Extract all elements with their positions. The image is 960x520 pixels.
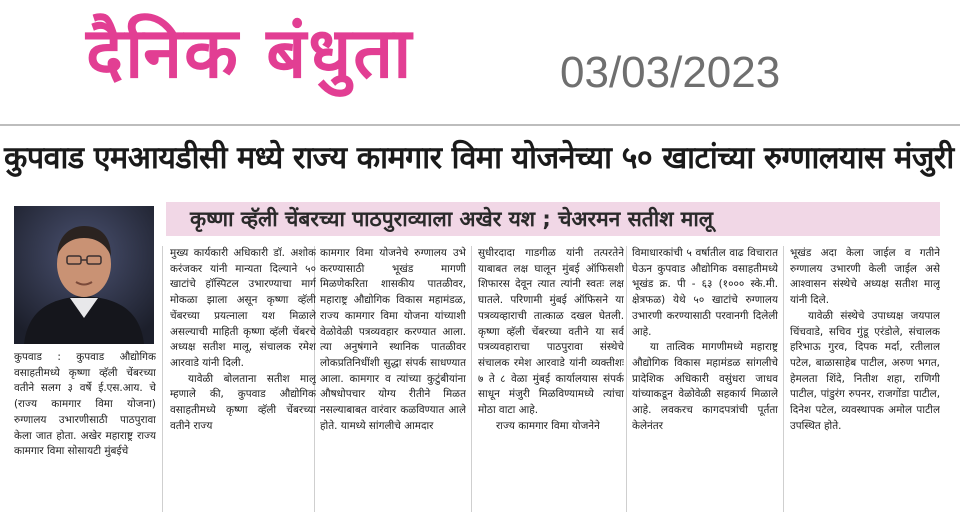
paragraph: यावेळी बोलताना सतीश मालू म्हणाले की, कुपवाड औद्योगिक वसाहतीमध्ये कृष्णा व्हॅली चेंबरच्या वतीने राज्य xyxy=(170,372,316,432)
newspaper-name: दैनिक बंधुता xyxy=(86,12,414,94)
article-column-6 xyxy=(790,246,940,434)
column-divider xyxy=(626,246,627,512)
publication-date: 03/03/2023 xyxy=(560,48,781,97)
article-column-2 xyxy=(170,246,316,434)
paragraph: मुख्य कार्यकारी अधिकारी डॉ. अशोक करंजकर यांनी मान्यता दिल्याने ५० खाटांचे हॉस्पिटल उभारण्याचा मार्ग मोकळा झाला असून कृष्णा व्हॅली चेंबरच्या प्रयत्नाला यश मिळाले असल्याची माहिती कृष्णा व्हॅली चेंबरचे अध्यक्ष सतीश मालू, संचालक रमेश आरवाडे यांनी दिली. xyxy=(170,247,316,369)
article-column-5 xyxy=(632,246,778,434)
divider xyxy=(0,124,960,126)
column-divider xyxy=(471,246,472,512)
article-column-1 xyxy=(14,350,156,460)
article-column-3 xyxy=(320,246,466,434)
masthead xyxy=(0,0,960,118)
column-divider xyxy=(783,246,784,512)
paragraph: कुपवाड : कुपवाड औद्योगिक वसाहतीमध्ये कृष्णा व्हॅली चेंबरच्या वतीने सलग ३ वर्षे ई.एस.आय. चे (राज्य कामगार विमा योजना) रुग्णालय उभारणीसाठी पाठपुरावा केला जात होता. अखेर महाराष्ट्र राज्य कामगार विमा सोसायटी मुंबईचे xyxy=(14,351,156,458)
portrait-photo xyxy=(14,206,154,344)
paragraph: या तात्विक मागणीमध्ये महाराष्ट्र औद्योगिक विकास महामंडळ सांगलीचे प्रादेशिक अधिकारी वसुंधरा जाधव यांच्याकडून वेळोवेळी सहकार्य मिळाले आहे. लवकरच कागदपत्रांची पूर्तता केलेनंतर xyxy=(632,341,778,432)
article-headline: कुपवाड एमआयडीसी मध्ये राज्य कामगार विमा योजनेच्या ५० खाटांच्या रुग्णालयास मंजुरी xyxy=(4,140,954,176)
paragraph: यावेळी संस्थेचे उपाध्यक्ष जयपाल चिंचवाडे, सचिव गुंडू एरंडोले, संचालक हरिभाऊ गुरव, दिपक मर्दा, रतीलाल पटेल, बाळासाहेब पाटील, अरुण भगत, हेमलता शिंदे, नितीश शहा, राणिगी पाटील, पांडुरंग रुपनर, राजगोंडा पाटील, दिनेश पटेल, व्यवस्थापक अमोल पाटील उपस्थित होते. xyxy=(790,309,940,432)
article-column-4 xyxy=(478,246,624,434)
paragraph: राज्य कामगार विमा योजनेने xyxy=(496,419,600,432)
paragraph: कामगार विमा योजनेचे रुग्णालय उभे करण्यासाठी भूखंड मागणी मिळणेकरिता शासकीय पातळीवर, महाराष्ट्र औद्योगिक विकास महामंडळ, राज्य कामगार विमा योजना यांच्याशी वेळोवेळी पत्रव्यवहार करण्यात आला. त्या अनुषंगाने स्थानिक पातळीवर लोकप्रतिनिधींशी सुद्धा संपर्क साधण्यात आला. कामगार व त्यांच्या कुटुंबीयांना औषधोपचार योग्य रीतीने मिळत नसल्याबाबत वारंवार कळविण्यात आले होते. यामध्ये सांगलीचे आमदार xyxy=(320,247,466,432)
paragraph: विमाधारकांची ५ वर्षातील वाढ विचारात घेऊन कुपवाड औद्योगिक वसाहतीमध्ये भूखंड क्र. पी - ६३ (१००० स्के.मी. क्षेत्रफळ) येथे ५० खाटांचे रुग्णालय उभारणी करण्यासाठी परवानगी दिलेली आहे. xyxy=(632,247,778,338)
portrait-icon xyxy=(14,206,154,344)
column-divider xyxy=(162,246,163,512)
article-subheadline: कृष्णा व्हॅली चेंबरच्या पाठपुराव्याला अखेर यश ; चेअरमन सतीश मालू xyxy=(190,207,714,231)
paragraph: भूखंड अदा केला जाईल व गतीने रुग्णालय उभारणी केली जाईल असे आश्वासन संस्थेचे अध्यक्ष सतीश मालू यांनी दिले. xyxy=(790,247,940,307)
paragraph: सुधीरदादा गाडगीळ यांनी तत्परतेने याबाबत लक्ष घालून मुंबई ऑफिसशी शिफारस देवून त्यात त्यांनी स्वतः लक्ष घातले. परिणामी मुंबई ऑफिसने या पत्रव्यव्हाराची तात्काळ दखल घेतली. कृष्णा व्हॅली चेंबरच्या वतीने या सर्व पत्रव्यवहाराचा पाठपुरावा संस्थेचे संचालक रमेश आरवाडे यांनी व्यक्तीशः ७ ते ८ वेळा मुंबई कार्यालयास संपर्क साधून मंजुरी मिळविण्यामध्ये त्यांचा मोठा वाटा आहे. xyxy=(478,247,624,417)
